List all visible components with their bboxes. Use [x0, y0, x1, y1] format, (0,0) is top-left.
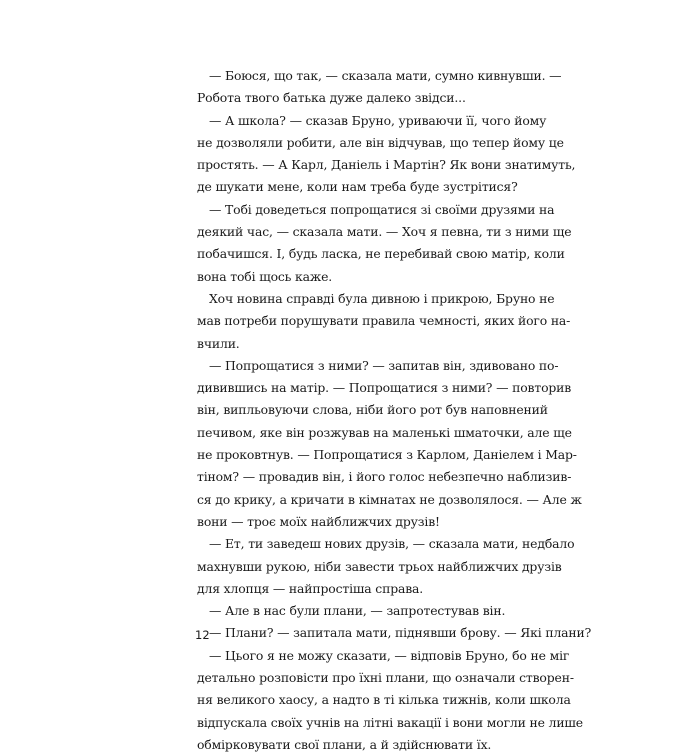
text-line: Робота твого батька дуже далеко звідси... [197, 90, 466, 106]
body-text [197, 65, 592, 756]
text-line: детально розповісти про їхні плани, що означали створен- [197, 670, 574, 686]
text-line: тіном? — провадив він, і його голос небезпечно наблизив- [197, 469, 572, 485]
text-line: печивом, яке він розжував на маленькі шматочки, але ще [197, 424, 572, 440]
text-line: побачишся. І, будь ласка, не перебивай свою матір, коли [197, 246, 565, 262]
text-line: — Ет, ти заведеш нових друзів, — сказала мати, недбало [209, 536, 575, 552]
text-line: для хлопця — найпростіша справа. [197, 580, 424, 596]
text-line: простять. — А Карл, Даніель і Мартін? Як вони знатимуть, [197, 157, 576, 173]
text-line: відпускала своїх учнів на літні вакації і вони могли не лише [197, 714, 583, 730]
text-line: не проковтнув. — Попрощатися з Карлом, Даніелем і Мар- [197, 447, 577, 463]
text-line: він, випльовуючи слова, ніби його рот був наповнений [197, 402, 548, 418]
text-line: деякий час, — сказала мати. — Хоч я певна, ти з ними ще [197, 224, 572, 240]
text-line: ся до крику, а кричати в кімнатах не дозволялося. — Але ж [197, 491, 582, 507]
text-line: — Цього я не можу сказати, — відповів Бруно, бо не міг [209, 647, 570, 663]
text-line: вона тобі щось каже. [197, 268, 333, 284]
text-line: — Але в нас були плани, — запротестував він. [209, 603, 506, 619]
text-line: — Тобі доведеться попрощатися зі своїми друзями на [209, 201, 555, 217]
text-line: махнувши рукою, ніби завести трьох найближчих друзів [197, 558, 562, 574]
text-line: мав потреби порушувати правила чемності, яких його на- [197, 313, 571, 329]
text-line: не дозволяли робити, але він відчував, що тепер йому це [197, 134, 564, 150]
text-line: де шукати мене, коли нам треба буде зустрітися? [197, 179, 518, 195]
text-line: ня великого хаосу, а надто в ті кілька тижнів, коли школа [197, 692, 571, 708]
text-line: вчили. [197, 335, 240, 351]
text-line: — Плани? — запитала мати, піднявши брову. — Які плани? [209, 625, 592, 641]
text-line: — Боюся, що так, — сказала мати, сумно кивнувши. — [209, 68, 562, 83]
text-line: обмірковувати свої плани, а й здійснювати їх. [197, 736, 492, 752]
text-line: Хоч новина справді була дивною і прикрою, Бруно не [209, 290, 555, 306]
text-line: вони — троє моїх найближчих друзів! [197, 513, 440, 529]
page-number: 12 [195, 628, 210, 642]
text-line: дивившись на матір. — Попрощатися з ними? — повторив [197, 380, 572, 396]
text-line: — А школа? — сказав Бруно, уриваючи її, чого йому [209, 112, 547, 128]
text-line: — Попрощатися з ними? — запитав він, здивовано по- [209, 357, 559, 373]
